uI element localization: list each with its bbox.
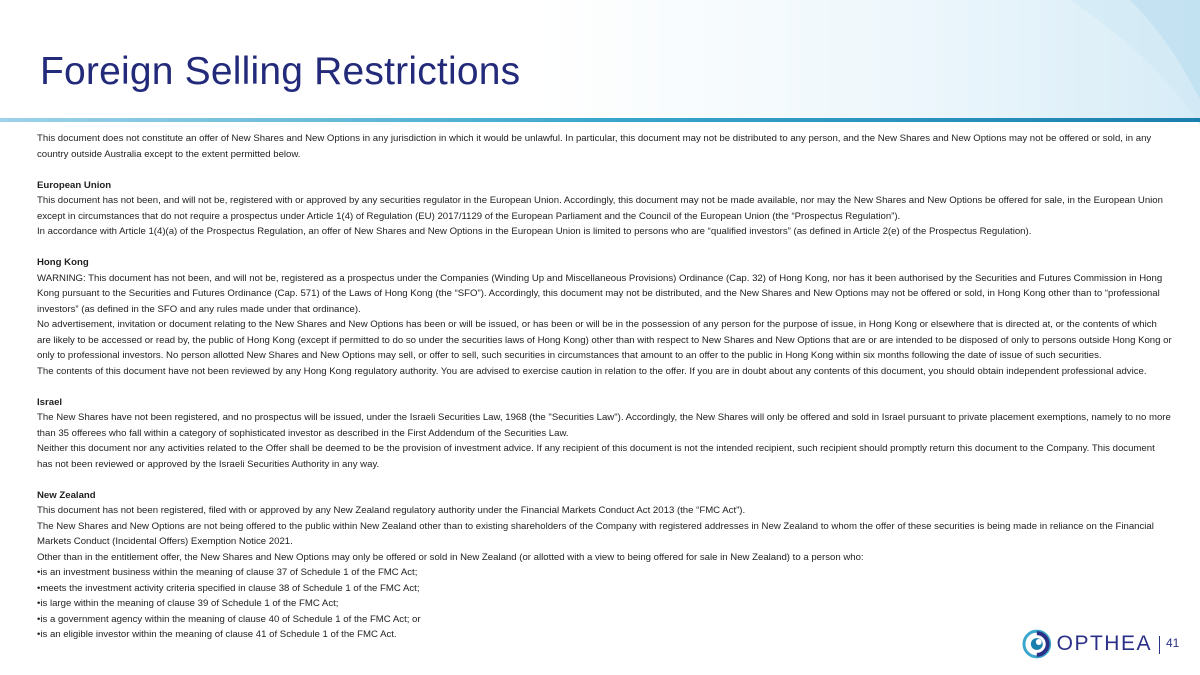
section-heading-eu: European Union	[37, 179, 112, 191]
page-title: Foreign Selling Restrictions	[40, 50, 521, 93]
header-rule	[0, 118, 1200, 122]
slide-header	[0, 0, 1200, 118]
opthea-logo	[1022, 628, 1152, 660]
section-heading-nz: New Zealand	[37, 489, 96, 501]
section-heading-israel: Israel	[37, 396, 63, 408]
page-number: 41	[1166, 636, 1180, 650]
nz-bullet-item: •is large within the meaning of clause 39 of Schedule 1 of the FMC Act;	[37, 598, 339, 609]
logo-wordmark: OPTHEA	[1056, 632, 1152, 655]
israel-paragraph-2: Neither this document nor any activities related to the Offer shall be deemed to be the provision of investment advice. If any recipient of this document is not the intended recipient, such recipient should promptly return this document to the Company. This document has not been reviewed or approved by the Israeli Securities Authority in any way.	[37, 443, 1155, 470]
nz-paragraph-2: The New Shares and New Options are not being offered to the public within New Zealand other than to existing shareholders of the Company with registered addresses in New Zealand to whom the offer of these securities is being made in reliance on the Financial Markets Conduct (Incidental Offers) Exemption Notice 2021.	[37, 520, 1154, 547]
nz-paragraph-1: This document has not been registered, filed with or approved by any New Zealand regulatory authority under the Financial Markets Conduct Act 2013 (the “FMC Act”).	[37, 505, 746, 516]
nz-paragraph-3: Other than in the entitlement offer, the New Shares and New Options may only be offered or sold in New Zealand (or allotted with a view to being offered for sale in New Zealand) to a person who:	[37, 551, 864, 563]
hk-paragraph-1: WARNING: This document has not been, and will not be, registered as a prospectus under the Companies (Winding Up and Miscellaneous Provisions) Ordinance (Cap. 32) of Hong Kong, nor has it been authorised by the Securities and Futures Commission in Hong Kong pursuant to the Securities and Futures Ordinance (Cap. 571) of the Laws of Hong Kong (the “SFO”). Accordingly, this document may not be distributed, and the New Shares and New Options may not be offered or sold, in Hong Kong other than to “professional investors” (as defined in the SFO and any rules made under that ordinance).	[37, 272, 1163, 315]
israel-paragraph-1: The New Shares have not been registered, and no prospectus will be issued, under the Israeli Securities Law, 1968 (the "Securities Law"). Accordingly, the New Shares will only be offered and sold in Israel pursuant to private placement exemptions, namely to no more than 35 offerees who fall within a category of sophisticated investor as described in the First Addendum of the Securities Law.	[37, 412, 1171, 439]
hk-paragraph-2: No advertisement, invitation or document relating to the New Shares and New Options has been or will be issued, or has been or will be in the possession of any person for the purpose of issue, in Hong Kong or elsewhere that is directed at, or the contents of which are likely to be accessed or read by, the public of Hong Kong (except if permitted to do so under the securities laws of Hong Kong) other than with respect to New Shares and New Options that are or are intended to be disposed of only to persons outside Hong Kong or only to professional investors. No person allotted New Shares and New Options may sell, or offer to sell, such securities in circumstances that amount to an offer to the public in Hong Kong within six months following the date of issue of such securities.	[37, 319, 1172, 361]
slide-body	[37, 131, 1172, 643]
nz-bullet-item: •meets the investment activity criteria specified in clause 38 of Schedule 1 of the FMC Act;	[37, 582, 420, 594]
opthea-swirl-logo-icon	[1022, 629, 1052, 659]
nz-bullet-item: •is an eligible investor within the meaning of clause 41 of Schedule 1 of the FMC Act.	[37, 629, 397, 640]
section-heading-hk: Hong Kong	[37, 257, 89, 268]
footer-divider	[1159, 636, 1160, 654]
nz-bullet-item: •is a government agency within the meaning of clause 40 of Schedule 1 of the FMC Act; or	[37, 613, 421, 625]
header-swoosh-decoration	[900, 0, 1200, 130]
eu-paragraph-2: In accordance with Article 1(4)(a) of the Prospectus Regulation, an offer of New Shares and New Options in the European Union is limited to persons who are “qualified investors” (as defined in Article 2(e) of the Prospectus Regulation).	[37, 226, 1032, 237]
hk-paragraph-3: The contents of this document have not been reviewed by any Hong Kong regulatory authority. You are advised to exercise caution in relation to the offer. If you are in doubt about any contents of this document, you should obtain independent professional advice.	[37, 365, 1147, 377]
eu-paragraph-1: This document has not been, and will not be, registered with or approved by any securities regulator in the European Union. Accordingly, this document may not be made available, nor may the New Shares and New Options be offered for sale, in the European Union except in circumstances that do not require a prospectus under Article 1(4) of Regulation (EU) 2017/1129 of the European Parliament and the Council of the European Union (the “Prospectus Regulation”).	[37, 195, 1163, 222]
intro-paragraph: This document does not constitute an offer of New Shares and New Options in any jurisdiction in which it would be unlawful. In particular, this document may not be distributed to any person, and the New Shares and New Options may not be offered or sold, in any country outside Australia except to the extent permitted below.	[37, 133, 1152, 160]
nz-bullet-item: •is an investment business within the meaning of clause 37 of Schedule 1 of the FMC Act;	[37, 567, 418, 578]
